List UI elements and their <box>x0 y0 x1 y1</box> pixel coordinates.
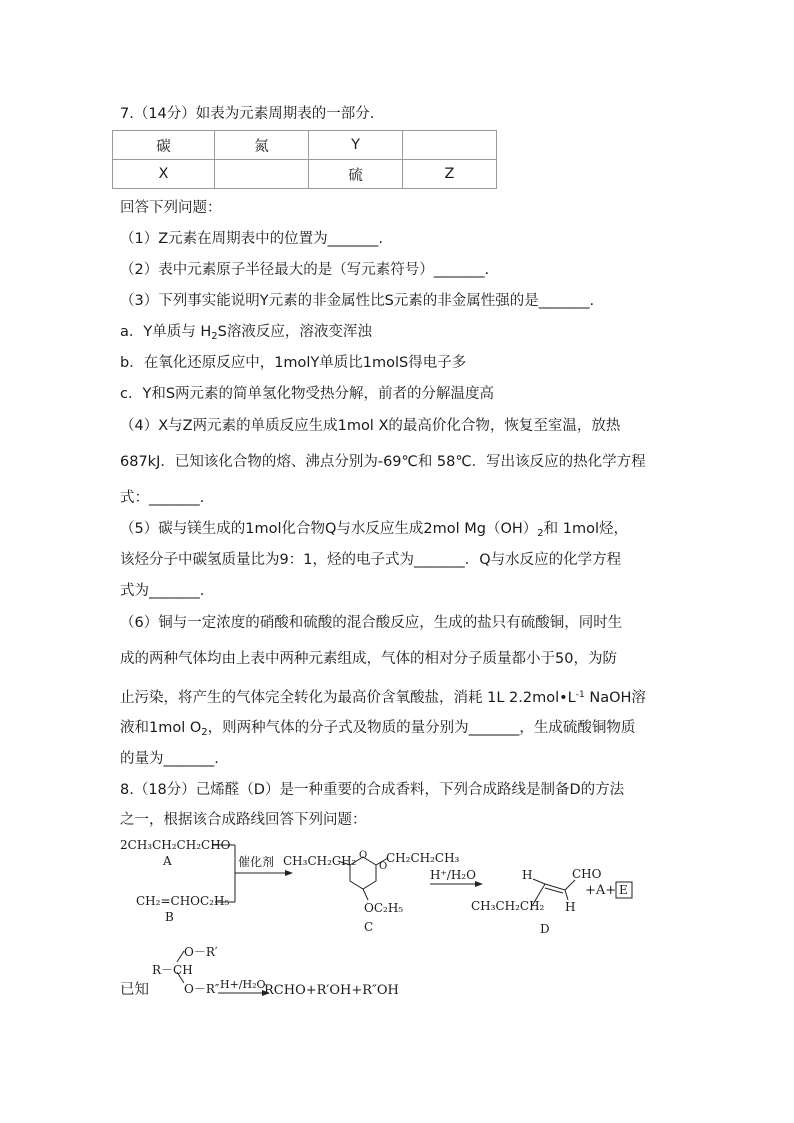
known-o-r2: O－R″ <box>184 982 220 996</box>
q7-part6-line3: 止污染，将产生的气体完全转化为最高价含氧酸盐，消耗 1L $2.2mol•L^{-1}$ NaOH溶 <box>120 690 646 706</box>
known-products: RCHO+R′OH+R″OH <box>264 983 399 998</box>
compound-c-ethoxy: OC₂H₅ <box>364 901 404 915</box>
compound-d-hydrogen: H <box>522 868 533 882</box>
q7-part6-line4: 液和1mol $O_2$，则两种气体的分子式及物质的量分别为_______，生成硫酸铜物质 <box>120 720 636 738</box>
known-o-r1: O－R′ <box>184 945 218 959</box>
table-cell: 碳 <box>113 131 215 160</box>
table-cell: Y <box>309 131 403 160</box>
compound-b-label: B <box>165 910 174 924</box>
catalyst-label: 催化剂 <box>238 855 275 869</box>
q7-part1: （1）Z元素在周期表中的位置为_______. <box>120 231 384 247</box>
table-cell: Z <box>403 160 497 189</box>
compound-a-label: A <box>163 854 172 868</box>
q7-part5-line2: 该烃分子中碳氢质量比为9：1，烃的电子式为_______．Q与水反应的化学方程 <box>120 552 622 568</box>
q7-part4-line2: 687kJ．已知该化合物的熔、沸点分别为-69℃和 58℃．写出该反应的热化学方程 <box>120 454 646 470</box>
q7-part3: （3）下列事实能说明Y元素的非金属性比S元素的非金属性强的是_______. <box>120 293 595 309</box>
q7-part3-option-a: a．Y单质与 $H_2S$溶液反应，溶液变浑浊 <box>120 324 372 342</box>
hydrolysis-reagent: H⁺/H₂O <box>430 868 476 882</box>
q7-intro: 回答下列问题： <box>120 200 222 216</box>
q7-part5-line1: （5）碳与镁生成的1mol化合物Q与水反应生成2mol $Mg(OH)_2$和 1mol烃， <box>120 521 629 539</box>
compound-c-left-chain: CH₃CH₂CH₂ <box>283 854 357 868</box>
q7-part3-option-c: c．Y和S两元素的简单氢化物受热分解，前者的分解温度高 <box>120 386 495 402</box>
known-label: 已知 <box>120 982 149 998</box>
compound-d-aldehyde: CHO <box>572 867 602 881</box>
known-r-ch: R－CH <box>152 963 193 977</box>
q7-part3-option-b: b．在氧化还原反应中，1molY单质比1molS得电子多 <box>120 355 467 371</box>
compound-c-label: C <box>364 920 374 934</box>
known-condition: H+/H₂O <box>220 978 266 991</box>
ring-oxygen: O <box>359 850 368 861</box>
q7-heading: 7.（14分）如表为元素周期表的一部分. <box>120 106 375 122</box>
q7-part6-line5: 的量为_______. <box>120 751 219 767</box>
q7-part6-line2: 成的两种气体均由上表中两种元素组成，气体的相对分子质量都小于50，为防 <box>120 651 617 667</box>
q8-heading-line1: 8.（18分）己烯醛（D）是一种重要的合成香料，下列合成路线是制备D的方法 <box>120 782 625 798</box>
compound-a-formula: 2CH₃CH₂CH₂CHO <box>120 838 231 852</box>
compound-d-chain: CH₃CH₂CH₂ <box>471 899 545 913</box>
table-cell: 硫 <box>309 160 403 189</box>
compound-b-formula: CH₂=CHOC₂H₅ <box>136 894 230 908</box>
compound-d-label: D <box>540 922 550 936</box>
table-cell: 氮 <box>215 131 309 160</box>
q7-part5-line3: 式为_______. <box>120 583 205 599</box>
q7-part6-line1: （6）铜与一定浓度的硝酸和硫酸的混合酸反应，生成的盐只有硫酸铜，同时生 <box>120 615 623 631</box>
q7-part4-line3: 式：_______. <box>120 490 205 506</box>
compound-d-hydrogen: H <box>565 900 576 914</box>
q7-part2: （2）表中元素原子半径最大的是（写元素符号）_______. <box>120 262 490 278</box>
q7-part4-line1: （4）X与Z两元素的单质反应生成1mol X的最高价化合物，恢复至室温，放热 <box>120 418 621 434</box>
table-cell: X <box>113 160 215 189</box>
plus-a-byproduct: +A+ <box>585 883 617 898</box>
compound-e-label: E <box>619 883 628 897</box>
compound-c-right-chain: CH₂CH₂CH₃ <box>386 851 460 865</box>
q8-heading-line2: 之一，根据该合成路线回答下列问题： <box>120 812 367 828</box>
ring-oxygen: O <box>379 861 388 872</box>
